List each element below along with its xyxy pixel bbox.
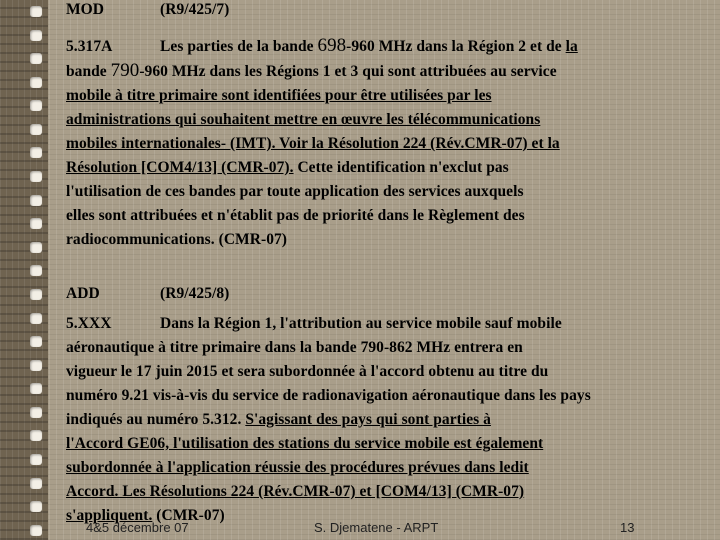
add-line — [66, 282, 712, 306]
provision-5317a-line-6: Résolution [COM4/13] (CMR-07). Cette identification n'exclut pas — [66, 159, 509, 176]
left-decorative-strip — [0, 0, 48, 540]
binder-hole — [30, 336, 42, 347]
provision-5317a-line-3: mobile à titre primaire sont identifiées pour être utilisées par les — [66, 87, 492, 104]
binder-hole — [30, 6, 42, 17]
binder-hole — [30, 124, 42, 135]
binder-hole — [30, 478, 42, 489]
binder-hole — [30, 407, 42, 418]
binder-hole — [30, 30, 42, 41]
provision-5317a-line-2: bande 790-960 MHz dans les Régions 1 et 3 qui sont attribuées au service — [66, 60, 557, 81]
binder-hole — [30, 195, 42, 206]
provision-5xxx-line-3: vigueur le 17 juin 2015 et sera subordonnée à l'accord obtenu au titre du — [66, 363, 549, 380]
provision-5317a-line-1: 5.317A Les parties de la bande 698-960 MHz dans la Région 2 et de la — [66, 34, 712, 59]
provision-5xxx-line-1: 5.XXX Dans la Région 1, l'attribution au service mobile sauf mobile — [66, 312, 712, 336]
binder-hole — [30, 100, 42, 111]
provision-number: 5.317A — [66, 38, 113, 55]
binder-hole — [30, 218, 42, 229]
slide-footer — [0, 518, 720, 540]
footer-page-number: 13 — [620, 520, 635, 535]
footer-date: 4&5 décembre 07 — [86, 520, 189, 535]
provision-5xxx-line-8: Accord. Les Résolutions 224 (Rév.CMR-07) et [COM4/13] (CMR-07) — [66, 483, 525, 500]
mod-ref: (R9/425/7) — [160, 1, 230, 18]
add-tag: ADD — [66, 285, 100, 302]
provision-5317a-line-4: administrations qui souhaitent mettre en œuvre les télécommunications — [66, 111, 541, 128]
binder-hole — [30, 147, 42, 158]
binder-hole — [30, 430, 42, 441]
binder-hole — [30, 171, 42, 182]
mod-line — [66, 0, 712, 22]
binder-hole — [30, 242, 42, 253]
binder-hole — [30, 289, 42, 300]
binder-hole — [30, 313, 42, 324]
slide-body — [66, 0, 712, 524]
binder-holes — [30, 6, 44, 536]
provision-5317a-line-7: l'utilisation de ces bandes par toute application des services auxquels — [66, 183, 524, 200]
provision-5xxx-line-2: aéronautique à titre primaire dans la bande 790-862 MHz entrera en — [66, 339, 523, 356]
provision-5xxx-line-5: indiqués au numéro 5.312. S'agissant des pays qui sont parties à — [66, 411, 491, 428]
provision-5317a-line-5: mobiles internationales- (IMT). Voir la Résolution 224 (Rév.CMR-07) et la — [66, 135, 560, 152]
provision-number: 5.XXX — [66, 315, 112, 332]
footer-author: S. Djematene - ARPT — [314, 520, 439, 535]
binder-hole — [30, 501, 42, 512]
provision-5xxx-line-7: subordonnée à l'application réussie des procédures prévues dans ledit — [66, 459, 529, 476]
binder-hole — [30, 265, 42, 276]
provision-5xxx-line-4: numéro 9.21 vis-à-vis du service de radionavigation aéronautique dans les pays — [66, 387, 591, 404]
binder-hole — [30, 77, 42, 88]
binder-hole — [30, 360, 42, 371]
binder-hole — [30, 53, 42, 64]
provision-5xxx-line-9: s'appliquent. (CMR-07) — [66, 507, 225, 524]
provision-5xxx-line-6: l'Accord GE06, l'utilisation des stations du service mobile est également — [66, 435, 544, 452]
binder-hole — [30, 383, 42, 394]
mod-tag: MOD — [66, 1, 105, 18]
add-ref: (R9/425/8) — [160, 285, 230, 302]
provision-5317a-line-8: elles sont attribuées et n'établit pas de priorité dans le Règlement des — [66, 207, 525, 224]
binder-hole — [30, 454, 42, 465]
provision-5317a-line-9: radiocommunications. (CMR-07) — [66, 231, 288, 248]
